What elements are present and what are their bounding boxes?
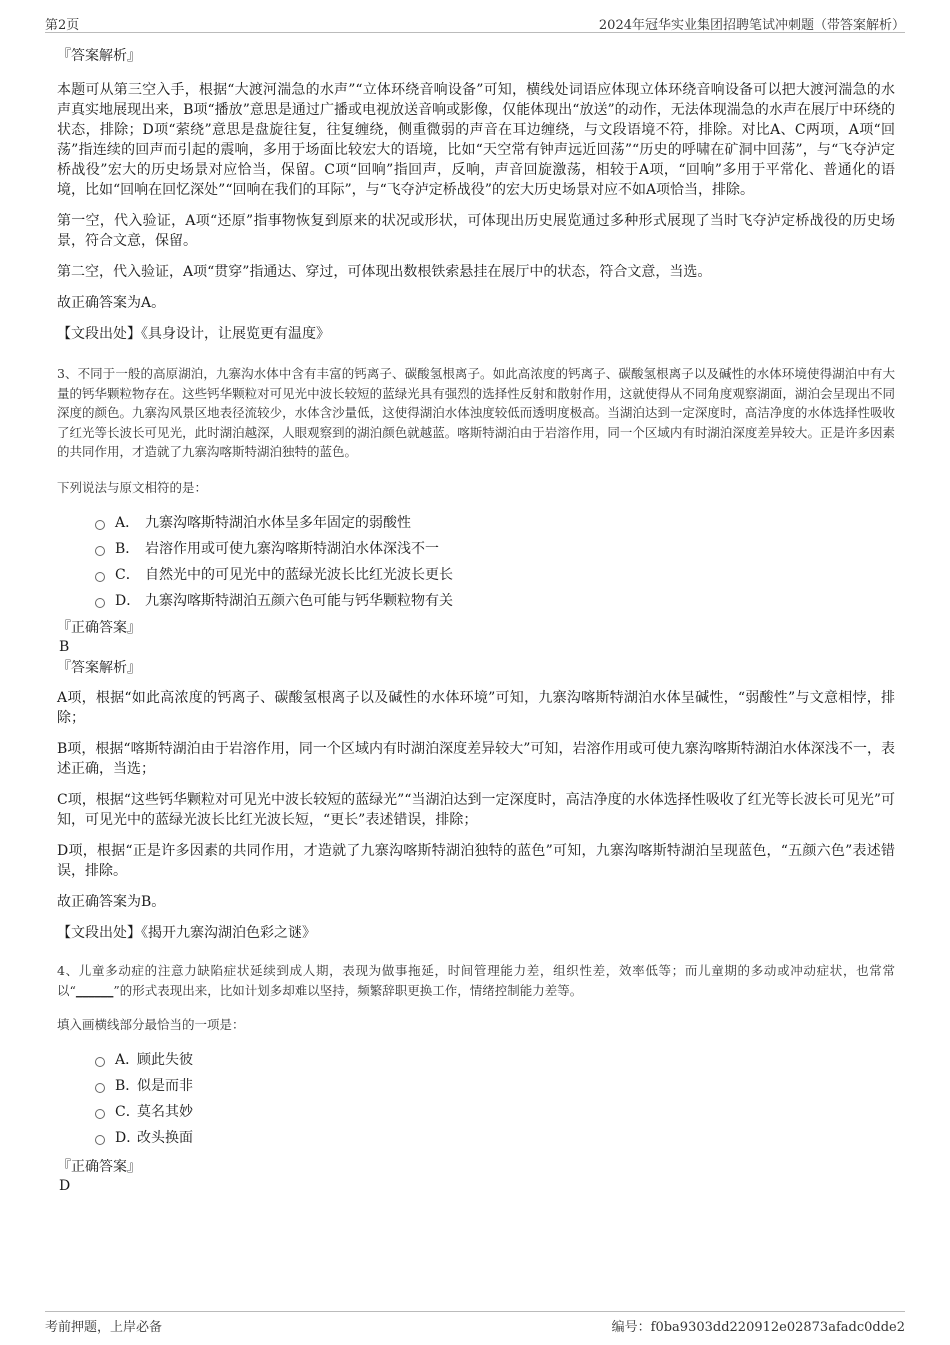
radio-icon[interactable] [95,1109,105,1119]
radio-icon[interactable] [95,1083,105,1093]
q2-conclusion: 故正确答案为A。 [57,295,166,311]
q3-answer: B [59,639,70,655]
q4-options [95,1047,895,1151]
q4-answer: D [59,1177,71,1194]
page-number: 第2页 [45,18,80,33]
q4-option-c[interactable]: C．莫名其妙 [95,1099,895,1125]
q3-conclusion: 故正确答案为B。 [57,894,166,910]
q3-analysis-label: 『答案解析』 [57,660,141,676]
q3-prompt: 下列说法与原文相符的是： [57,479,208,495]
q3-analysis-a: A项，根据“如此高浓度的钙离子、碳酸氢根离子以及碱性的水体环境”可知，九寨沟喀斯特湖泊水体呈碱性，“弱酸性”与文意相悖，排除； [57,690,895,726]
radio-icon[interactable] [95,520,105,530]
q3-analysis-d: D项，根据“正是许多因素的共同作用，才造就了九寨沟喀斯特湖泊独特的蓝色”可知，九寨沟喀斯特湖泊呈现蓝色，“五颜六色”表述错误，排除。 [57,843,895,879]
q3-answer-label: 『正确答案』 [57,620,141,636]
q4-option-b[interactable]: B．似是而非 [95,1073,895,1099]
q3-source: 【文段出处】《揭开九寨沟湖泊色彩之谜》 [57,925,316,941]
q2-analysis-paragraph: 第二空，代入验证，A项“贯穿”指通达、穿过，可体现出数根铁索悬挂在展厅中的状态，符合文意，当选。 [57,264,712,280]
document-title: 2024年冠华实业集团招聘笔试冲刺题（带答案解析） [598,18,905,33]
q2-analysis-label: 『答案解析』 [57,48,141,64]
q3-option-c[interactable]: C． 自然光中的可见光中的蓝绿光波长比红光波长更长 [95,562,895,588]
q3-option-a[interactable]: A． 九寨沟喀斯特湖泊水体呈多年固定的弱酸性 [95,510,895,536]
radio-icon[interactable] [95,546,105,556]
radio-icon[interactable] [95,598,105,608]
footer-slogan: 考前押题，上岸必备 [45,1320,163,1335]
document-id: 编号：f0ba9303dd220912e02873afadc0dde2 [611,1320,905,1335]
q3-analysis-b: B项，根据“喀斯特湖泊由于岩溶作用，同一个区域内有时湖泊深度差异较大”可知，岩溶作用或可使九寨沟喀斯特湖泊水体深浅不一，表述正确，当选； [57,741,895,777]
q3-analysis-c: C项，根据“这些钙华颗粒对可见光中波长较短的蓝绿光”“当湖泊达到一定深度时，高洁净度的水体选择性吸收了红光等长波长可见光”可知，可见光中的蓝绿光波长比红光波长短，“更长”表述错误，排除； [57,792,895,828]
q3-option-d[interactable]: D． 九寨沟喀斯特湖泊五颜六色可能与钙华颗粒物有关 [95,588,895,614]
q4-answer-label: 『正确答案』 [57,1158,141,1175]
q4-option-a[interactable]: A．顾此失彼 [95,1047,895,1073]
q2-source: 【文段出处】《具身设计，让展览更有温度》 [57,326,330,342]
page-header [45,12,905,33]
q2-analysis-paragraph: 第一空，代入验证，A项“还原”指事物恢复到原来的状况或形状，可体现出历史展览通过多种形式展现了当时飞夺泸定桥战役的历史场景，符合文意，保留。 [57,213,895,249]
page-footer [45,1311,905,1334]
q4-passage: 4、儿童多动症的注意力缺陷症状延续到成人期，表现为做事拖延，时间管理能力差，组织性差，效率低等；而儿童期的多动或冲动症状，也常常以“______”的形式表现出来，比如计划多却难以坚持，频繁辞职更换工作，情绪控制能力差等。 [57,963,895,998]
q3-option-b[interactable]: B． 岩溶作用或可使九寨沟喀斯特湖泊水体深浅不一 [95,536,895,562]
q3-options [95,510,895,614]
q2-analysis-paragraph: 本题可从第三空入手，根据“大渡河湍急的水声”“立体环绕音响设备”可知，横线处词语应体现立体环绕音响设备可以把大渡河湍急的水声真实地展现出来，B项“播放”意思是通过广播或电视放送音响或影像，仅能体现出“放送”的动作，无法体现湍急的水声在展厅中环绕的状态，排除；D项“萦绕”意思是盘旋往复，往复缠绕，侧重微弱的声音在耳边缠绕，与文段语境不符，排除。对比A、C两项，A项“回荡”指连续的回声而引起的震响，多用于场面比较宏大的语境，比如“天空常有钟声远近回荡”“历史的呼啸在矿洞中回荡”，与“飞夺泸定桥战役”宏大的历史场景对应恰当，保留。C项“回响”指回声，反响，声音回旋激荡，相较于A项，“回响”多用于平常化、普通化的语境，比如“回响在回忆深处”“回响在我们的耳际”，与“飞夺泸定桥战役”的宏大历史场景对应不如A项恰当，排除。 [57,82,895,198]
radio-icon[interactable] [95,1135,105,1145]
q4-blank: ______ [75,982,114,998]
radio-icon[interactable] [95,572,105,582]
q4-option-d[interactable]: D．改头换面 [95,1125,895,1151]
radio-icon[interactable] [95,1057,105,1067]
q4-prompt: 填入画横线部分最恰当的一项是： [57,1017,245,1032]
page-content [57,46,895,1195]
q3-passage: 3、不同于一般的高原湖泊，九寨沟水体中含有丰富的钙离子、碳酸氢根离子。如此高浓度的钙离子、碳酸氢根离子以及碱性的水体环境使得湖泊中有大量的钙华颗粒物存在。这些钙华颗粒对可见光中波长较短的蓝绿光具有强烈的选择性反射和散射作用，这就使得从不同角度观察湖面，湖泊会呈现出不同深度的颜色。九寨沟风景区地表径流较少，水体含沙量低，这使得湖泊水体浊度较低而透明度极高。当湖泊达到一定深度时，高洁净度的水体选择性吸收了红光等长波长可见光，此时湖泊越深，人眼观察到的湖泊颜色就越蓝。喀斯特湖泊由于岩溶作用，同一个区域内有时湖泊深度差异较大。正是许多因素的共同作用，才造就了九寨沟喀斯特湖泊独特的蓝色。 [57,366,895,459]
